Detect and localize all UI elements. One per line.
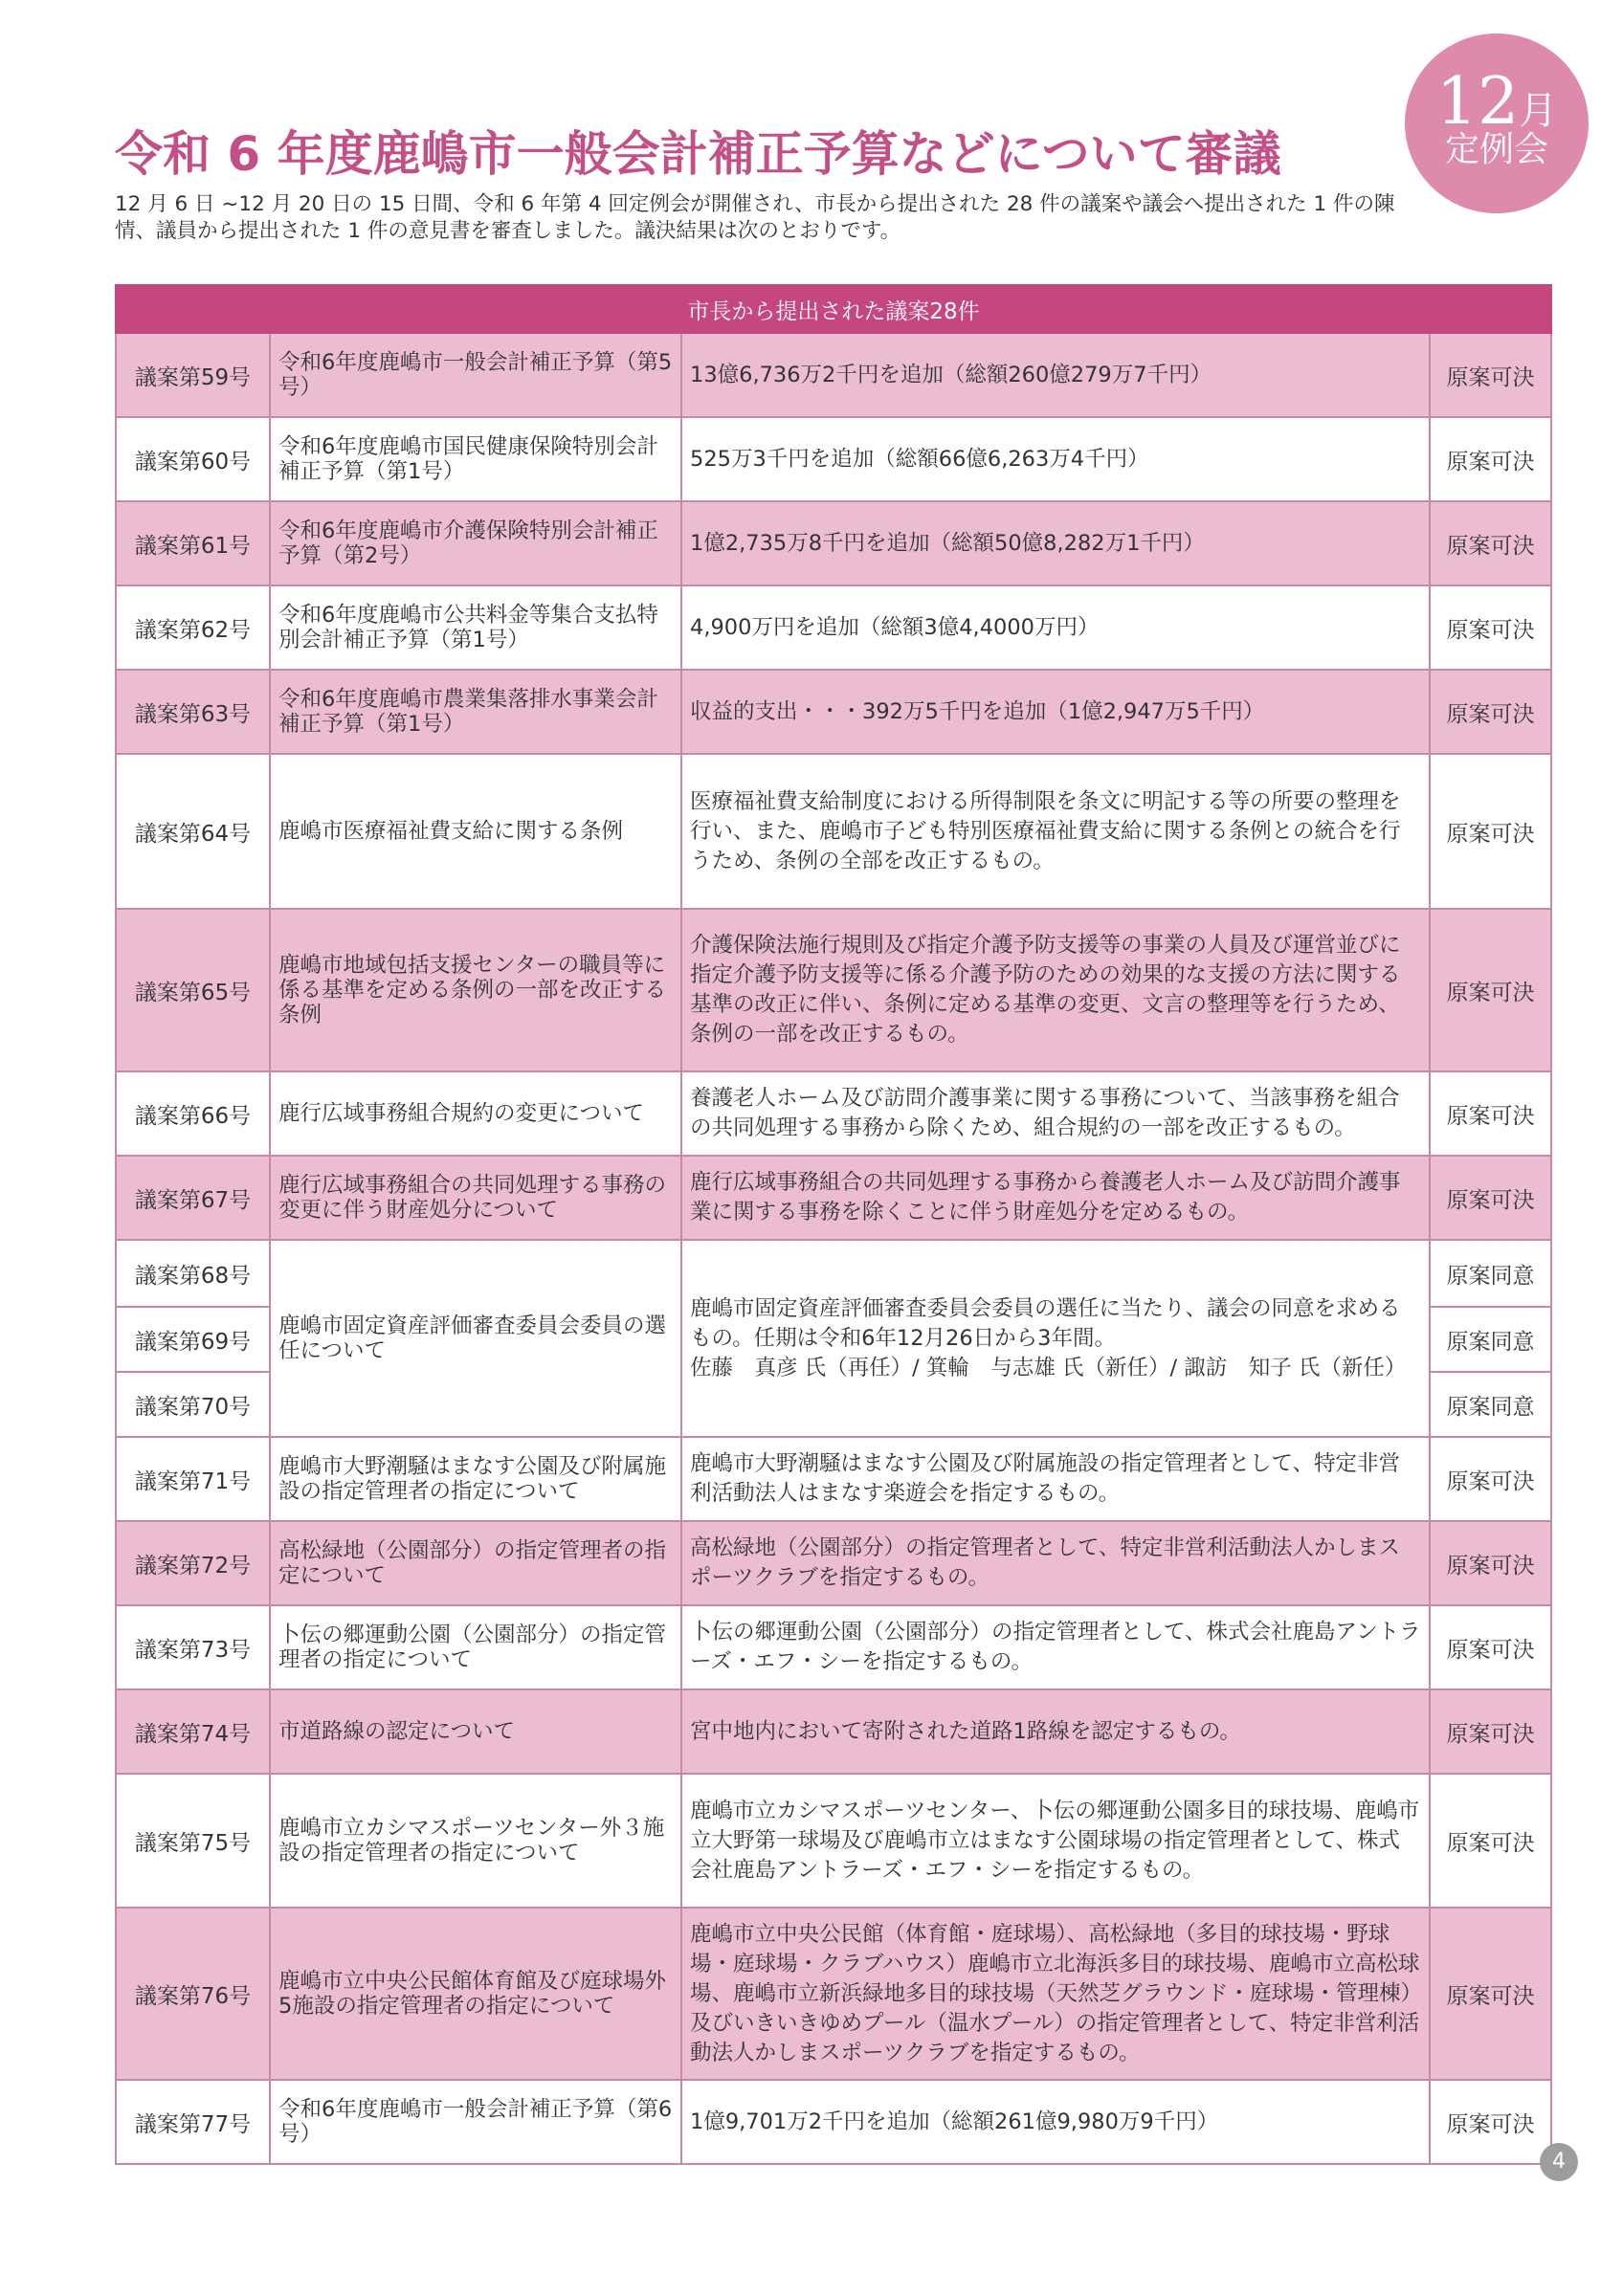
page-title: 令和 6 年度鹿嶋市一般会計補正予算などについて審議: [115, 126, 1281, 182]
bill-number: 議案第75号: [116, 1774, 270, 1908]
bills-table: [115, 284, 1552, 2165]
bill-description-text: 鹿嶋市固定資産評価審査委員会委員の選任に当たり、議会の同意を求めるもの。任期は令和6年12月26日から3年間。: [690, 1295, 1401, 1351]
table-row: [116, 333, 1551, 417]
bill-number: 議案第73号: [116, 1605, 270, 1689]
appointee-names: 佐藤 真彦 氏（再任）/ 箕輪 与志雄 氏（新任）/ 諏訪 知子 氏（新任）: [690, 1355, 1407, 1380]
bill-result: 原案可決: [1430, 1689, 1551, 1774]
bill-name: 令和6年度鹿嶋市公共料金等集合支払特別会計補正予算（第1号）: [270, 585, 681, 670]
table-body-group: [116, 1240, 1551, 1437]
bill-result: 原案可決: [1430, 1156, 1551, 1240]
bill-description: 4,900万円を追加（総額3億4,4000万円）: [681, 585, 1430, 670]
bill-name: 鹿行広域事務組合規約の変更について: [270, 1071, 681, 1156]
table-row: [116, 1240, 1551, 1307]
bill-result: 原案同意: [1430, 1307, 1551, 1372]
bill-number: 議案第59号: [116, 333, 270, 417]
bill-name: 鹿行広域事務組合の共同処理する事務の変更に伴う財産処分について: [270, 1156, 681, 1240]
table-row: [116, 2080, 1551, 2164]
bill-result: 原案可決: [1430, 1521, 1551, 1605]
bill-result: 原案可決: [1430, 1774, 1551, 1908]
bill-number: 議案第69号: [116, 1307, 270, 1372]
bill-description: 鹿嶋市立中央公民館（体育館・庭球場）、高松緑地（多目的球技場・野球場・庭球場・クラブハウス）鹿嶋市立北海浜多目的球技場、鹿嶋市立高松球場、鹿嶋市立新浜緑地多目的球技場（天然芝グラウンド・庭球場・管理棟）及びいきいきゆめプール（温水プール）の指定管理者として、特定非営利活動法人かしまスポーツクラブを指定するもの。: [681, 1908, 1430, 2080]
bill-name: 鹿嶋市医療福祉費支給に関する条例: [270, 754, 681, 909]
bill-number: 議案第71号: [116, 1437, 270, 1521]
meeting-badge: [1405, 33, 1589, 213]
table-row: [116, 1774, 1551, 1908]
bill-description: 卜伝の郷運動公園（公園部分）の指定管理者として、株式会社鹿島アントラーズ・エフ・シーを指定するもの。: [681, 1605, 1430, 1689]
table-row: [116, 1437, 1551, 1521]
bill-result: 原案同意: [1430, 1372, 1551, 1437]
bill-name: 令和6年度鹿嶋市農業集落排水事業会計補正予算（第1号）: [270, 670, 681, 754]
table-body-2: [116, 1437, 1551, 2164]
bill-number: 議案第76号: [116, 1908, 270, 2080]
bill-description: 鹿嶋市大野潮騒はまなす公園及び附属施設の指定管理者として、特定非営利活動法人はまなす楽遊会を指定するもの。: [681, 1437, 1430, 1521]
bill-name: 鹿嶋市地域包括支援センターの職員等に係る基準を定める条例の一部を改正する条例: [270, 909, 681, 1071]
bill-description: [681, 1240, 1430, 1437]
table-row: [116, 1908, 1551, 2080]
bill-description: 収益的支出・・・392万5千円を追加（1億2,947万5千円）: [681, 670, 1430, 754]
intro-text: 12 月 6 日 ~12 月 20 日の 15 日間、令和 6 年第 4 回定例会が開催され、市長から提出された 28 件の議案や議会へ提出された 1 件の陳情、議員から提出された 1 件の意見書を審査しました。議決結果は次のとおりです。: [115, 192, 1395, 243]
bill-number: 議案第60号: [116, 417, 270, 501]
bill-number: 議案第65号: [116, 909, 270, 1071]
bill-number: 議案第66号: [116, 1071, 270, 1156]
bill-number: 議案第72号: [116, 1521, 270, 1605]
bill-description: 医療福祉費支給制度における所得制限を条文に明記する等の所要の整理を行い、また、鹿嶋市子ども特別医療福祉費支給に関する条例との統合を行うため、条例の全部を改正するもの。: [681, 754, 1430, 909]
table-header: 市長から提出された議案28件: [116, 285, 1551, 333]
table-row: [116, 417, 1551, 501]
bill-number: 議案第63号: [116, 670, 270, 754]
badge-kind: 定例会: [1444, 130, 1548, 169]
bill-result: 原案可決: [1430, 2080, 1551, 2164]
bill-description: 鹿嶋市立カシマスポーツセンター、卜伝の郷運動公園多目的球技場、鹿嶋市立大野第一球場及び鹿嶋市立はまなす公園球場の指定管理者として、株式会社鹿島アントラーズ・エフ・シーを指定するもの。: [681, 1774, 1430, 1908]
bill-description: 宮中地内において寄附された道路1路線を認定するもの。: [681, 1689, 1430, 1774]
bill-number: 議案第68号: [116, 1240, 270, 1307]
bill-name: 鹿嶋市立中央公民館体育館及び庭球場外5施設の指定管理者の指定について: [270, 1908, 681, 2080]
table-row: [116, 909, 1551, 1071]
bill-number: 議案第62号: [116, 585, 270, 670]
table-row: [116, 1521, 1551, 1605]
bill-name: 令和6年度鹿嶋市一般会計補正予算（第5号）: [270, 333, 681, 417]
page-number: 4: [1540, 2143, 1578, 2181]
bill-result: 原案同意: [1430, 1240, 1551, 1307]
bill-description: 13億6,736万2千円を追加（総額260億279万7千円）: [681, 333, 1430, 417]
table-row: [116, 1605, 1551, 1689]
table-row: [116, 670, 1551, 754]
table-row: [116, 1071, 1551, 1156]
bill-number: 議案第67号: [116, 1156, 270, 1240]
bill-number: 議案第64号: [116, 754, 270, 909]
bill-name: 鹿嶋市立カシマスポーツセンター外３施設の指定管理者の指定について: [270, 1774, 681, 1908]
bill-name: 卜伝の郷運動公園（公園部分）の指定管理者の指定について: [270, 1605, 681, 1689]
bill-name: 鹿嶋市大野潮騒はまなす公園及び附属施設の指定管理者の指定について: [270, 1437, 681, 1521]
bill-name: 高松緑地（公園部分）の指定管理者の指定について: [270, 1521, 681, 1605]
table-row: [116, 1689, 1551, 1774]
bill-name: 令和6年度鹿嶋市一般会計補正予算（第6号）: [270, 2080, 681, 2164]
bill-result: 原案可決: [1430, 1605, 1551, 1689]
bill-description: 鹿行広域事務組合の共同処理する事務から養護老人ホーム及び訪問介護事業に関する事務を除くことに伴う財産処分を定めるもの。: [681, 1156, 1430, 1240]
table-row: [116, 501, 1551, 585]
bill-result: 原案可決: [1430, 909, 1551, 1071]
bill-name: 鹿嶋市固定資産評価審査委員会委員の選任について: [270, 1240, 681, 1437]
bill-result: 原案可決: [1430, 501, 1551, 585]
bill-number: 議案第74号: [116, 1689, 270, 1774]
bill-result: 原案可決: [1430, 1071, 1551, 1156]
bill-number: 議案第61号: [116, 501, 270, 585]
bill-result: 原案可決: [1430, 670, 1551, 754]
bill-result: 原案可決: [1430, 1908, 1551, 2080]
bill-result: 原案可決: [1430, 585, 1551, 670]
table-row: [116, 1156, 1551, 1240]
bill-name: 令和6年度鹿嶋市介護保険特別会計補正予算（第2号）: [270, 501, 681, 585]
bill-result: 原案可決: [1430, 417, 1551, 501]
bill-name: 令和6年度鹿嶋市国民健康保険特別会計補正予算（第1号）: [270, 417, 681, 501]
bill-description: 525万3千円を追加（総額66億6,263万4千円）: [681, 417, 1430, 501]
bill-result: 原案可決: [1430, 754, 1551, 909]
badge-month: 12月: [1435, 64, 1558, 140]
table-row: [116, 585, 1551, 670]
bill-description: 1億9,701万2千円を追加（総額261億9,980万9千円）: [681, 2080, 1430, 2164]
bill-number: 議案第77号: [116, 2080, 270, 2164]
bill-description: 養護老人ホーム及び訪問介護事業に関する事務について、当該事務を組合の共同処理する事務から除くため、組合規約の一部を改正するもの。: [681, 1071, 1430, 1156]
table-row: [116, 754, 1551, 909]
bill-number: 議案第70号: [116, 1372, 270, 1437]
bill-result: 原案可決: [1430, 1437, 1551, 1521]
bill-name: 市道路線の認定について: [270, 1689, 681, 1774]
bill-result: 原案可決: [1430, 333, 1551, 417]
bill-description: 1億2,735万8千円を追加（総額50億8,282万1千円）: [681, 501, 1430, 585]
bill-description: 介護保険法施行規則及び指定介護予防支援等の事業の人員及び運営並びに指定介護予防支援等に係る介護予防のための効果的な支援の方法に関する基準の改正に伴い、条例に定める基準の変更、文言の整理等を行うため、条例の一部を改正するもの。: [681, 909, 1430, 1071]
table-body-1: [116, 333, 1551, 1240]
bill-description: 高松緑地（公園部分）の指定管理者として、特定非営利活動法人かしまスポーツクラブを指定するもの。: [681, 1521, 1430, 1605]
